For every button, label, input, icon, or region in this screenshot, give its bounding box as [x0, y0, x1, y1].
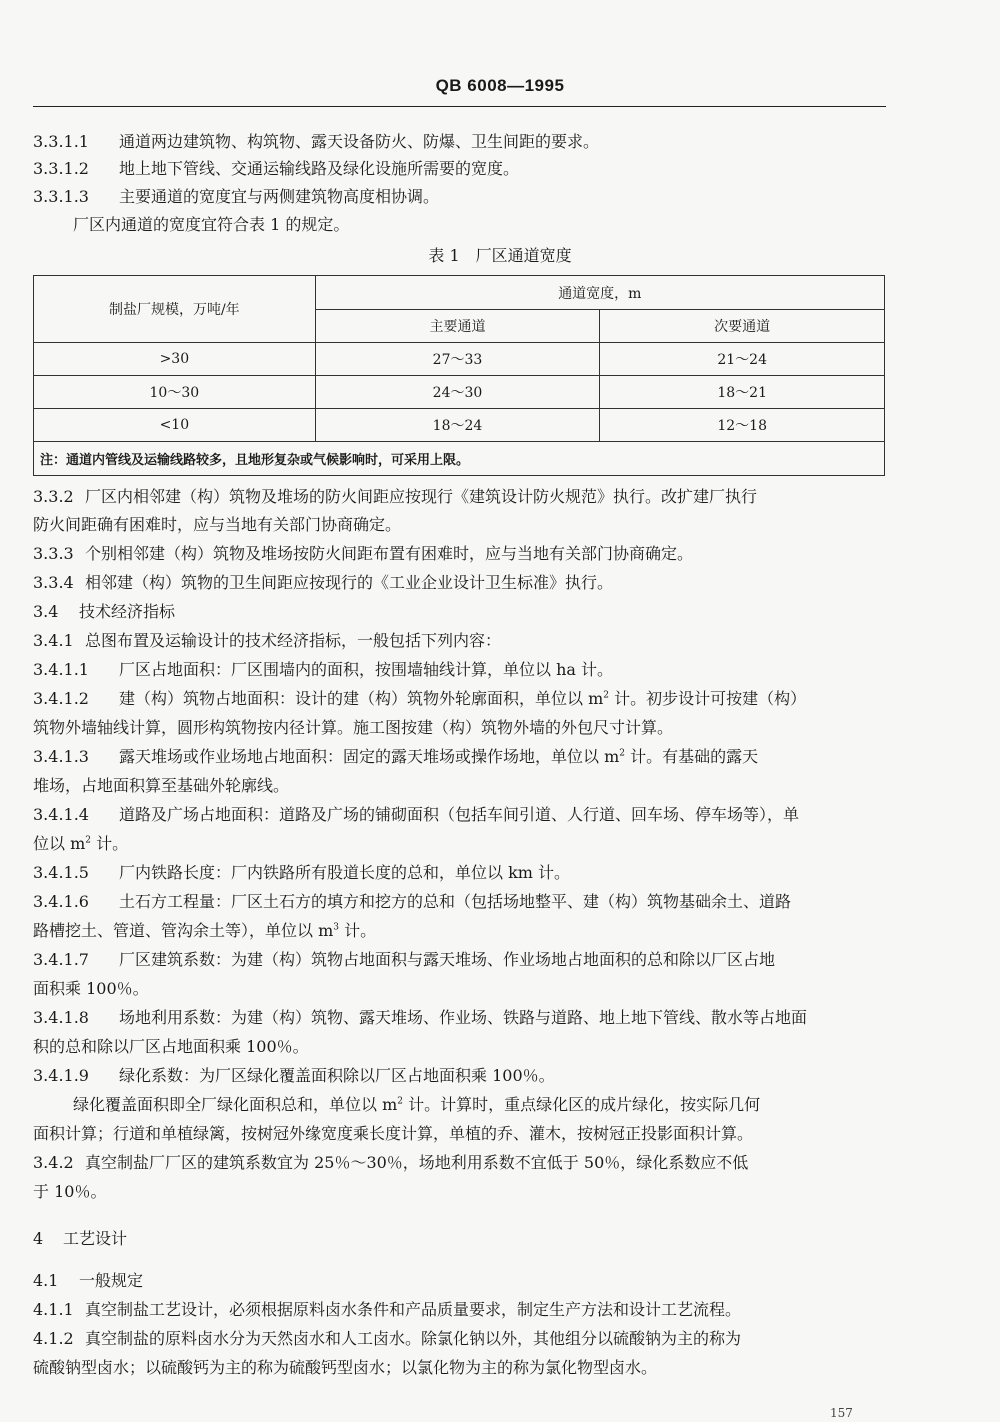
page-number: 157 — [830, 1406, 853, 1420]
clause-3-3-2-cont: 防火间距确有困难时，应与当地有关部门协商确定。 — [33, 515, 402, 534]
clause-3-3-1-3 — [33, 186, 886, 208]
cell-scale: <10 — [34, 409, 316, 442]
table-row — [34, 409, 885, 442]
clause-3-4-1: 3.4.1 总图布置及运输设计的技术经济指标，一般包括下列内容： — [33, 631, 502, 650]
clause-3-3-1-1 — [33, 131, 886, 153]
clause-3-4-1-8: 3.4.1.8 场地利用系数：为建（构）筑物、露天堆场、作业场、铁路与道路、地上地下管线、散水等占地面 — [33, 1008, 808, 1027]
header-main-road: 主要通道 — [315, 310, 600, 343]
cell-main: 27～33 — [315, 343, 600, 376]
clause-3-4-2-cont: 于 10％。 — [33, 1182, 107, 1201]
clause-number: 3.3.1.2 — [33, 159, 89, 178]
clause-text: 主要通道的宽度宜与两侧建筑物高度相协调。 — [119, 187, 440, 206]
clause-3-3-4: 3.3.4 相邻建（构）筑物的卫生间距应按现行的《工业企业设计卫生标准》执行。 — [33, 573, 614, 592]
clause-number: 3.3.1.3 — [33, 187, 89, 206]
clause-text: 地上地下管线、交通运输线路及绿化设施所需要的宽度。 — [119, 159, 520, 178]
clause-4-1-1: 4.1.1 真空制盐工艺设计，必须根据原料卤水条件和产品质量要求，制定生产方法和设计工艺流程。 — [33, 1300, 742, 1319]
clause-3-4-1-7: 3.4.1.7 厂区建筑系数：为建（构）筑物占地面积与露天堆场、作业场地占地面积的总和除以厂区占地 — [33, 950, 776, 969]
standard-code-header: QB 6008—1995 — [435, 76, 565, 95]
clause-3-4-2: 3.4.2 真空制盐厂厂区的建筑系数宜为 25％～30％，场地利用系数不宜低于 50％，绿化系数应不低 — [33, 1153, 749, 1172]
header-plant-scale: 制盐厂规模，万吨/年 — [34, 276, 316, 343]
table-row — [34, 343, 885, 376]
clause-3-3-2: 3.3.2 厂区内相邻建（构）筑物及堆场的防火间距应按现行《建筑设计防火规范》执行。改扩建厂执行 — [33, 487, 758, 506]
clause-3-4-1-3-cont: 堆场，占地面积算至基础外轮廓线。 — [33, 776, 290, 795]
clause-3-3-3: 3.3.3 个别相邻建（构）筑物及堆场按防火间距布置有困难时，应与当地有关部门协商确定。 — [33, 544, 694, 563]
section-4-1-heading: 4.1 一般规定 — [33, 1271, 144, 1290]
clause-3-4-1-7-cont: 面积乘 100％。 — [33, 979, 149, 998]
clause-3-4-1-5: 3.4.1.5 厂内铁路长度：厂内铁路所有股道长度的总和，单位以 km 计。 — [33, 863, 571, 882]
header-secondary-road: 次要通道 — [600, 310, 885, 343]
table-row — [34, 376, 885, 409]
cell-secondary: 18～21 — [600, 376, 885, 409]
clause-3-3-1-2 — [33, 158, 886, 180]
clause-text: 通道两边建筑物、构筑物、露天设备防火、防爆、卫生间距的要求。 — [119, 132, 600, 151]
cell-main: 24～30 — [315, 376, 600, 409]
clause-4-1-2: 4.1.2 真空制盐的原料卤水分为天然卤水和人工卤水。除氯化钠以外，其他组分以硫酸钠为主的称为 — [33, 1329, 742, 1348]
cell-scale: >30 — [34, 343, 316, 376]
clause-3-4-1-2: 3.4.1.2 建（构）筑物占地面积：设计的建（构）筑物外轮廓面积，单位以 $m^2$ 计。初步设计可按建（构） — [33, 689, 807, 708]
clause-number: 3.3.1.1 — [33, 132, 89, 151]
section-3-4-heading: 3.4 技术经济指标 — [33, 602, 176, 621]
clause-3-4-1-8-cont: 积的总和除以厂区占地面积乘 100％。 — [33, 1037, 309, 1056]
road-width-table — [33, 275, 885, 476]
table-note: 注：通道内管线及运输线路较多，且地形复杂或气候影响时，可采用上限。 — [34, 442, 885, 476]
clause-3-4-1-6-cont: 路槽挖土、管道、管沟余土等），单位以 $m^3$ 计。 — [33, 921, 377, 940]
table-intro-text: 厂区内通道的宽度宜符合表 1 的规定。 — [73, 215, 350, 234]
greening-paragraph: 绿化覆盖面积即全厂绿化面积总和，单位以 $m^2$ 计。计算时，重点绿化区的成片绿化，按实际几何 — [73, 1095, 761, 1114]
clause-3-4-1-4-cont: 位以 $m^2$ 计。 — [33, 834, 129, 853]
cell-scale: 10～30 — [34, 376, 316, 409]
clause-3-4-1-1: 3.4.1.1 厂区占地面积：厂区围墙内的面积，按围墙轴线计算，单位以 ha 计。 — [33, 660, 614, 679]
cell-secondary: 12～18 — [600, 409, 885, 442]
chapter-4-heading: 4 工艺设计 — [33, 1229, 128, 1248]
clause-3-4-1-4: 3.4.1.4 道路及广场占地面积：道路及广场的铺砌面积（包括车间引道、人行道、回车场、停车场等），单 — [33, 805, 800, 824]
cell-main: 18～24 — [315, 409, 600, 442]
header-road-width: 通道宽度，m — [315, 276, 884, 310]
clause-3-4-1-2-cont: 筑物外墙轴线计算，圆形构筑物按内径计算。施工图按建（构）筑物外墙的外包尺寸计算。 — [33, 718, 674, 737]
clause-3-4-1-3: 3.4.1.3 露天堆场或作业场地占地面积：固定的露天堆场或操作场地，单位以 $m^2$ 计。有基础的露天 — [33, 747, 759, 766]
greening-paragraph-cont: 面积计算；行道和单植绿篱，按树冠外缘宽度乘长度计算，单植的乔、灌木，按树冠正投影面积计算。 — [33, 1124, 754, 1143]
cell-secondary: 21～24 — [600, 343, 885, 376]
clause-4-1-2-cont: 硫酸钠型卤水；以硫酸钙为主的称为硫酸钙型卤水；以氯化物为主的称为氯化物型卤水。 — [33, 1358, 658, 1377]
header-rule — [33, 106, 886, 107]
clause-3-4-1-9: 3.4.1.9 绿化系数：为厂区绿化覆盖面积除以厂区占地面积乘 100％。 — [33, 1066, 555, 1085]
table-caption: 表 1 厂区通道宽度 — [428, 246, 572, 265]
clause-3-4-1-6: 3.4.1.6 土石方工程量：厂区土石方的填方和挖方的总和（包括场地整平、建（构）筑物基础余土、道路 — [33, 892, 792, 911]
